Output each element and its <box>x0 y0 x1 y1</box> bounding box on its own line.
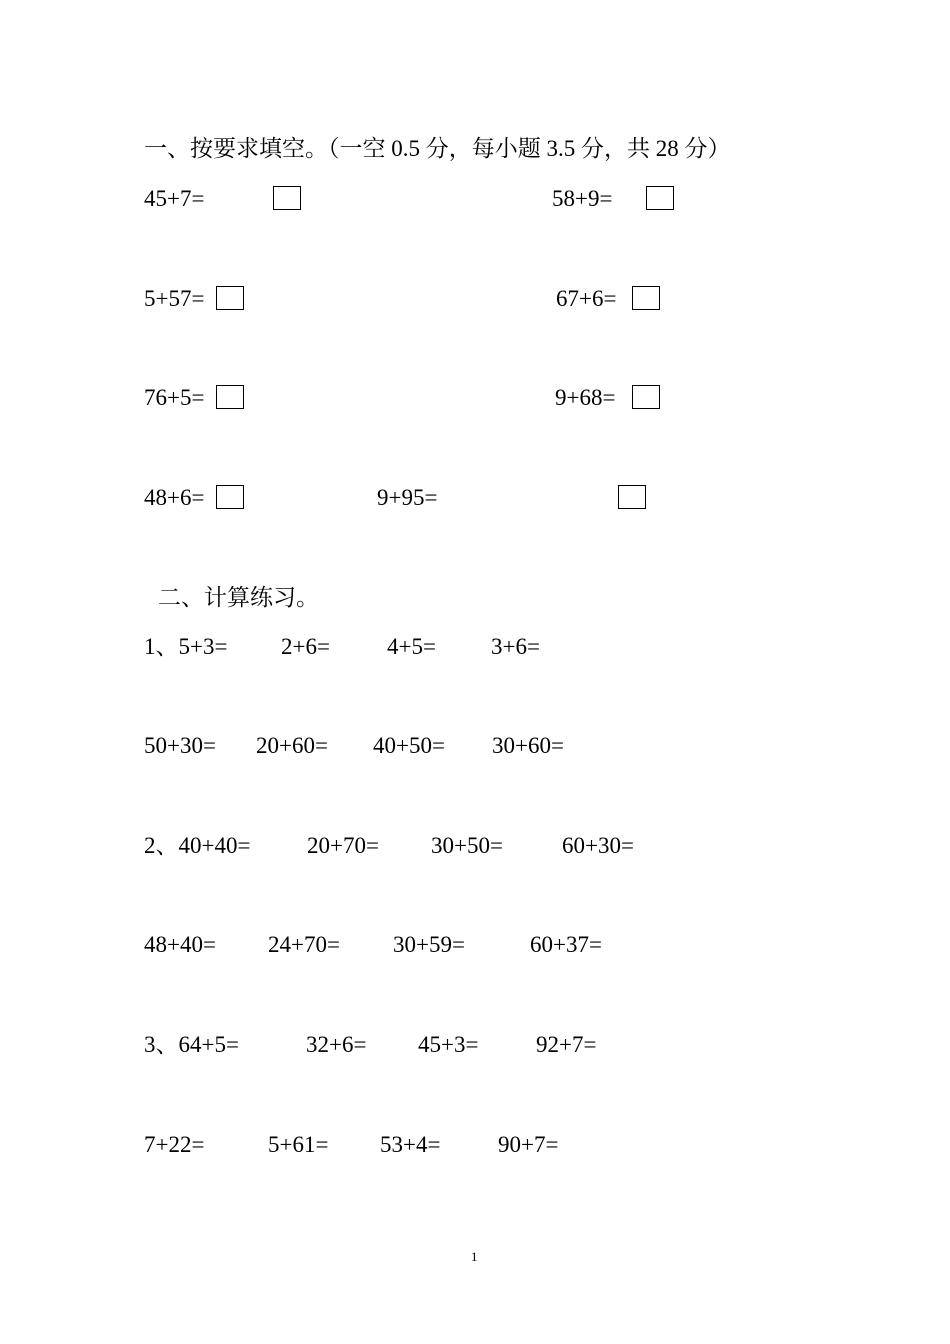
page-number: 1 <box>471 1249 478 1264</box>
calc-item: 30+60= <box>492 733 564 758</box>
calc-item: 30+59= <box>393 932 465 957</box>
calc-item: 3+6= <box>491 634 540 659</box>
answer-box[interactable] <box>632 286 660 310</box>
calc-item: 3、64+5= <box>144 1032 239 1057</box>
calc-item: 20+60= <box>256 733 328 758</box>
section2-heading: 二、计算练习。 <box>158 585 319 610</box>
answer-box[interactable] <box>216 286 244 310</box>
calc-item: 32+6= <box>306 1032 367 1057</box>
answer-box[interactable] <box>216 385 244 409</box>
fill-item: 45+7= <box>144 186 205 211</box>
calc-item: 30+50= <box>431 833 503 858</box>
calc-item: 24+70= <box>268 932 340 957</box>
calc-item: 5+61= <box>268 1132 329 1157</box>
calc-item: 2、40+40= <box>144 833 251 858</box>
calc-item: 40+50= <box>373 733 445 758</box>
fill-item: 9+95= <box>377 485 438 510</box>
calc-item: 60+30= <box>562 833 634 858</box>
answer-box[interactable] <box>646 186 674 210</box>
answer-box[interactable] <box>632 385 660 409</box>
calc-item: 92+7= <box>536 1032 597 1057</box>
section1-heading: 一、按要求填空。（一空 0.5 分，每小题 3.5 分，共 28 分） <box>144 136 731 161</box>
calc-item: 53+4= <box>380 1132 441 1157</box>
calc-item: 48+40= <box>144 932 216 957</box>
calc-item: 60+37= <box>530 932 602 957</box>
calc-item: 50+30= <box>144 733 216 758</box>
calc-item: 7+22= <box>144 1132 205 1157</box>
calc-item: 2+6= <box>281 634 330 659</box>
calc-item: 4+5= <box>387 634 436 659</box>
fill-item: 9+68= <box>555 385 616 410</box>
answer-box[interactable] <box>273 186 301 210</box>
calc-item: 90+7= <box>498 1132 559 1157</box>
calc-item: 20+70= <box>307 833 379 858</box>
fill-item: 67+6= <box>556 286 617 311</box>
calc-item: 1、5+3= <box>144 634 228 659</box>
calc-item: 45+3= <box>418 1032 479 1057</box>
fill-item: 5+57= <box>144 286 205 311</box>
fill-item: 58+9= <box>552 186 613 211</box>
answer-box[interactable] <box>216 485 244 509</box>
fill-item: 48+6= <box>144 485 205 510</box>
answer-box[interactable] <box>618 485 646 509</box>
fill-item: 76+5= <box>144 385 205 410</box>
